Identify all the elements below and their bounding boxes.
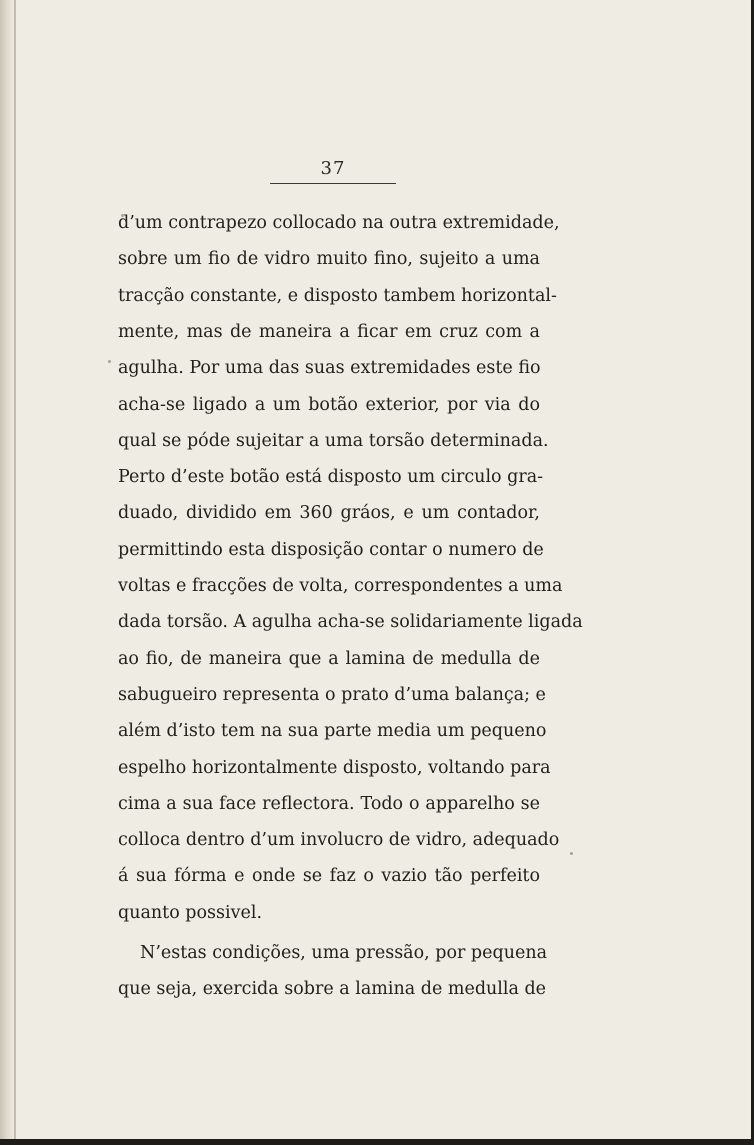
text-line: permittindo esta disposição contar o numero de bbox=[118, 539, 544, 560]
text-line: colloca dentro d’um involucro de vidro, adequado bbox=[118, 830, 560, 851]
page-number: 37 bbox=[320, 158, 346, 179]
paper-speck bbox=[108, 360, 111, 363]
text-line: N’estas condições, uma pressão, por pequena bbox=[140, 943, 548, 963]
text-line: voltas e fracções de volta, correspondentes a uma bbox=[118, 576, 563, 596]
text-line: ao fio, de maneira que a lamina de medulla de bbox=[118, 648, 540, 669]
text-line: acha-se ligado a um botão exterior, por via do bbox=[118, 394, 540, 415]
text-line: sabugueiro representa o prato d’uma balança; e bbox=[118, 684, 546, 705]
text-line: agulha. Por uma das suas extremidades este fio bbox=[118, 358, 541, 379]
text-line: mente, mas de maneira a ficar em cruz com a bbox=[118, 321, 540, 342]
text-line: duado, dividido em 360 gráos, e um contador, bbox=[118, 503, 540, 524]
text-line: Perto d’este botão está disposto um circulo gra- bbox=[118, 467, 544, 488]
bottom-scan-edge bbox=[0, 1139, 754, 1145]
text-line: além d’isto tem na sua parte media um pequeno bbox=[118, 721, 547, 742]
text-line: qual se póde sujeitar a uma torsão determinada. bbox=[118, 430, 549, 451]
text-line: cima a sua face reflectora. Todo o apparelho se bbox=[118, 793, 540, 814]
text-line: que seja, exercida sobre a lamina de medulla de bbox=[118, 979, 547, 1000]
text-line: dada torsão. A agulha acha-se solidariamente ligada bbox=[118, 612, 583, 633]
paper-speck bbox=[570, 852, 573, 855]
text-line: espelho horizontalmente disposto, voltando para bbox=[118, 757, 551, 778]
gutter-shadow-line bbox=[14, 0, 16, 1145]
text-line: á sua fórma e onde se faz o vazio tão perfeito bbox=[118, 866, 540, 887]
text-line: sobre um fio de vidro muito fino, sujeito a uma bbox=[118, 249, 540, 270]
text-line: quanto possivel. bbox=[118, 902, 263, 923]
page-number-rule bbox=[270, 183, 396, 184]
text-line: tracção constante, e disposto tambem horizontal- bbox=[118, 285, 557, 306]
text-line: d’um contrapezo collocado na outra extremidade, bbox=[118, 213, 560, 233]
